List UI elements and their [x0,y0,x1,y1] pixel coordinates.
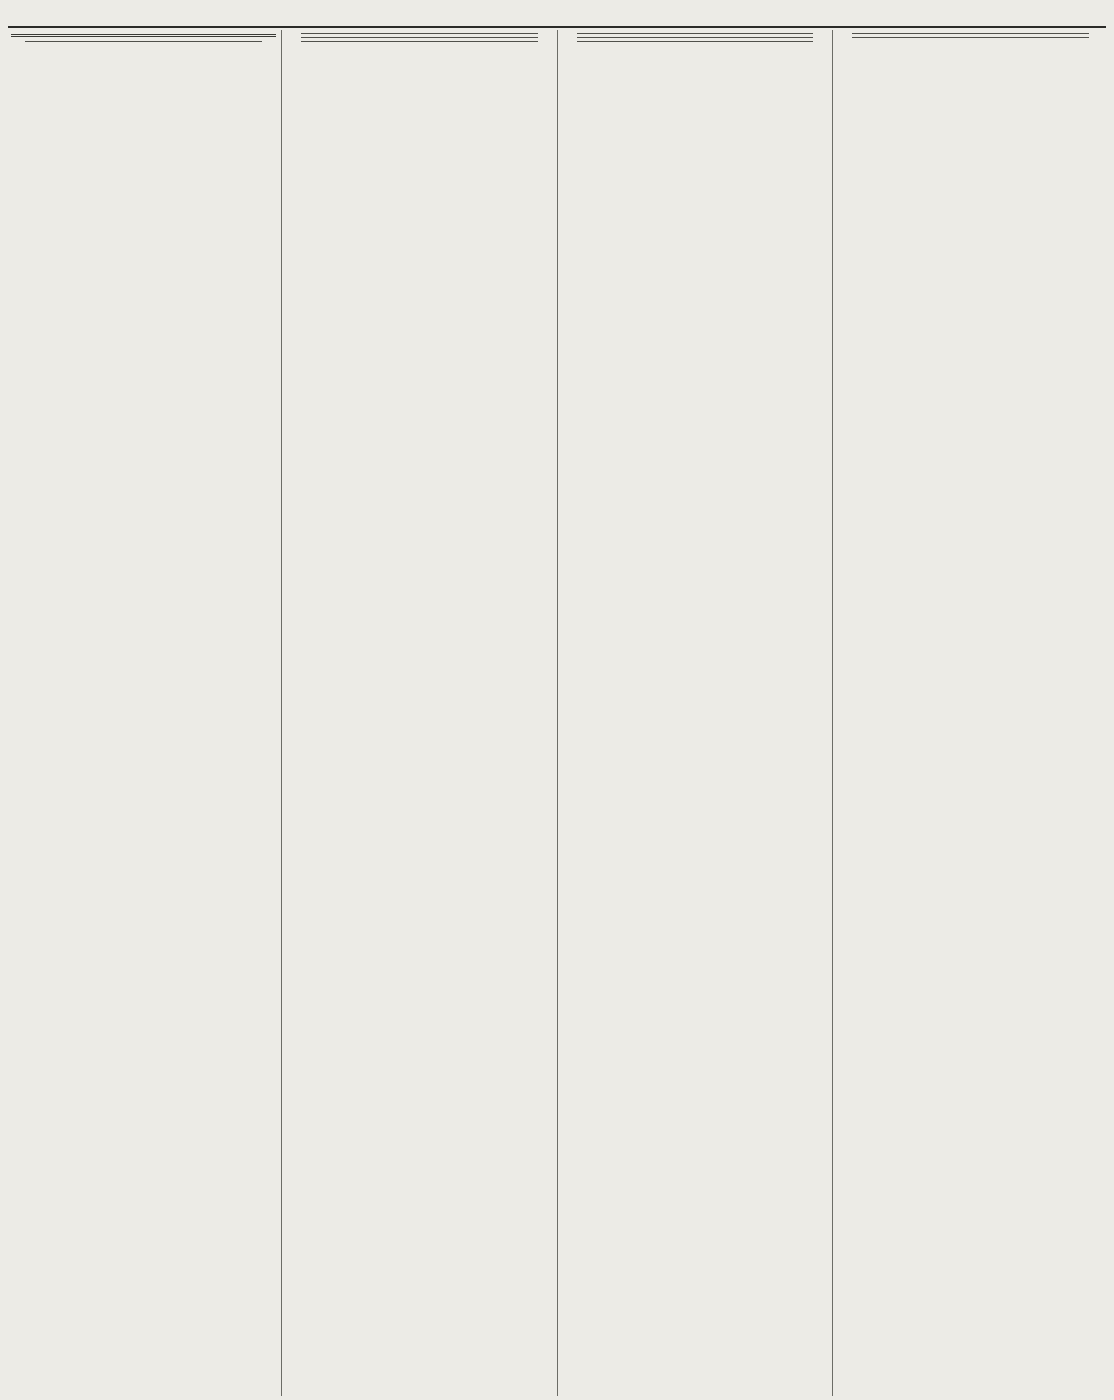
divider [852,33,1089,34]
masthead [8,0,1106,28]
divider [301,33,538,34]
divider [301,41,538,42]
divider [577,37,814,38]
section-divider [11,34,276,37]
divider [577,41,814,42]
divider [577,33,814,34]
column-3 [557,30,833,1396]
divider [25,41,262,42]
newspaper-columns [6,30,1108,1396]
column-1 [6,30,281,1396]
divider [301,37,538,38]
column-2 [281,30,557,1396]
column-4 [832,30,1108,1396]
divider [852,37,1089,38]
